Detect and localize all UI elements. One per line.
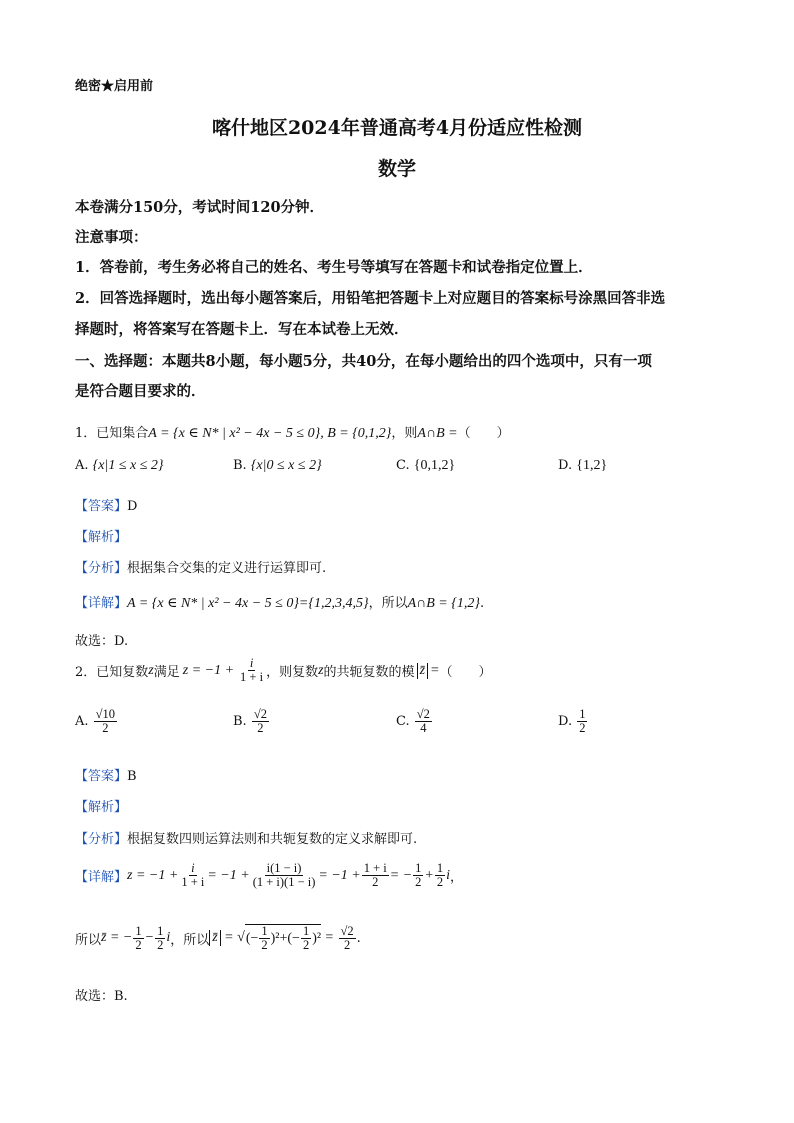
q1-fenxi: 【分析】根据集合交集的定义进行运算即可.: [75, 561, 327, 576]
q1-detail-expression: A = {x ∈ N* | x² − 4x − 5 ≤ 0}={1,2,3,4,5}: [127, 596, 369, 611]
q2-fenxi: 【分析】根据复数四则运算法则和共轭复数的定义求解即可.: [75, 832, 418, 847]
secret-label: 绝密★启用前: [75, 79, 154, 94]
q2-analysis-tag: 【解析】: [75, 800, 128, 815]
q1-option-b: B. {x|0 ≤ x ≤ 2}: [233, 458, 322, 473]
exam-title: 喀什地区2024年普通高考4月份适应性检测: [211, 117, 583, 139]
q1-answer: [75, 495, 137, 514]
question-1-stem: [75, 422, 510, 442]
q1-set-expression: A = {x ∈ N* | x² − 4x − 5 ≤ 0}, B = {0,1,2}: [148, 426, 392, 441]
q1-prefix: 1．已知集合: [75, 426, 149, 441]
q1-detail-result: A∩B = {1,2}: [407, 596, 480, 611]
exam-info: 本卷满分150分，考试时间120分钟．: [75, 199, 325, 216]
q2-equation: z = −1 +: [182, 662, 235, 678]
q2-detail: 【详解】 z = −1 + $\frac{i}{1 + i}$ = −1 + $\frac{i(1 - i)}{(1 + i)(1 - i)}$ = −1 + $\frac{1 + i}{2}$ = − $\frac{1}{2}$ + $\frac{1}{2}$ i ，: [75, 861, 464, 890]
section-1-line-1: 一、选择题：本题共8小题，每小题5分，共40分，在每小题给出的四个选项中，只有一项: [75, 353, 652, 370]
q1-detail: 【详解】A = {x ∈ N* | x² − 4x − 5 ≤ 0}={1,2,3,4,5}，所以A∩B = {1,2}.: [75, 596, 485, 611]
q2-option-b: B. $\frac{√2}{2}$: [233, 707, 267, 736]
q2-option-c: C. $\frac{√2}{4}$: [396, 707, 430, 736]
q2-modulus: z̄: [417, 663, 428, 679]
q1-answer-tag: 【答案】: [75, 499, 128, 514]
q2-option-d: D. $\frac{1}{2}$: [558, 707, 586, 736]
q1-suffix: ，则: [391, 426, 418, 441]
q1-choose: 故选：D.: [75, 634, 129, 649]
q1-intersection: A∩B =: [417, 426, 458, 441]
subject-title: 数学: [377, 158, 416, 180]
note-2-line-2: 择题时，将答案写在答题卡上．写在本试卷上无效．: [75, 321, 409, 338]
notes-title: 注意事项：: [75, 229, 148, 246]
section-1-line-2: 是符合题目要求的．: [75, 383, 206, 400]
q2-conclusion: 所以 z̄ = − $\frac{1}{2}$ − $\frac{1}{2}$ i ，所以 z̄ = √ (− $\frac{1}{2}$ )²+(− $\frac{1}{2}$ )² = $\frac{√2}{2}$ .: [75, 923, 361, 953]
note-2-line-1: 2．回答选择题时，选出每小题答案后，用铅笔把答题卡上对应题目的答案标号涂黑回答非选: [75, 290, 666, 307]
q2-answer: 【答案】B: [75, 769, 137, 784]
question-2-stem: 2．已知复数 z 满足 z = −1 + $\frac{i}{1 + i}$ ，则复数 z 的共轭复数的模 z̄ = （ ）: [75, 656, 492, 685]
note-1: 1．答卷前，考生务必将自己的姓名、考生号等填写在答题卡和试卷指定位置上．: [75, 259, 593, 276]
q1-analysis-tag: 【解析】: [75, 530, 128, 545]
q1-option-c: C. {0,1,2}: [396, 458, 456, 473]
q2-fraction: $\frac{i}{1 + i}$: [240, 656, 264, 685]
q1-option-a: A. {x|1 ≤ x ≤ 2}: [75, 458, 164, 473]
q1-paren: （ ）: [457, 426, 510, 441]
q2-option-a: A. $\frac{√10}{2}$: [75, 707, 116, 736]
q2-choose: 故选：B.: [75, 989, 128, 1004]
q1-option-d: D. {1,2}: [558, 458, 608, 473]
q1-answer-value: D: [127, 499, 138, 514]
